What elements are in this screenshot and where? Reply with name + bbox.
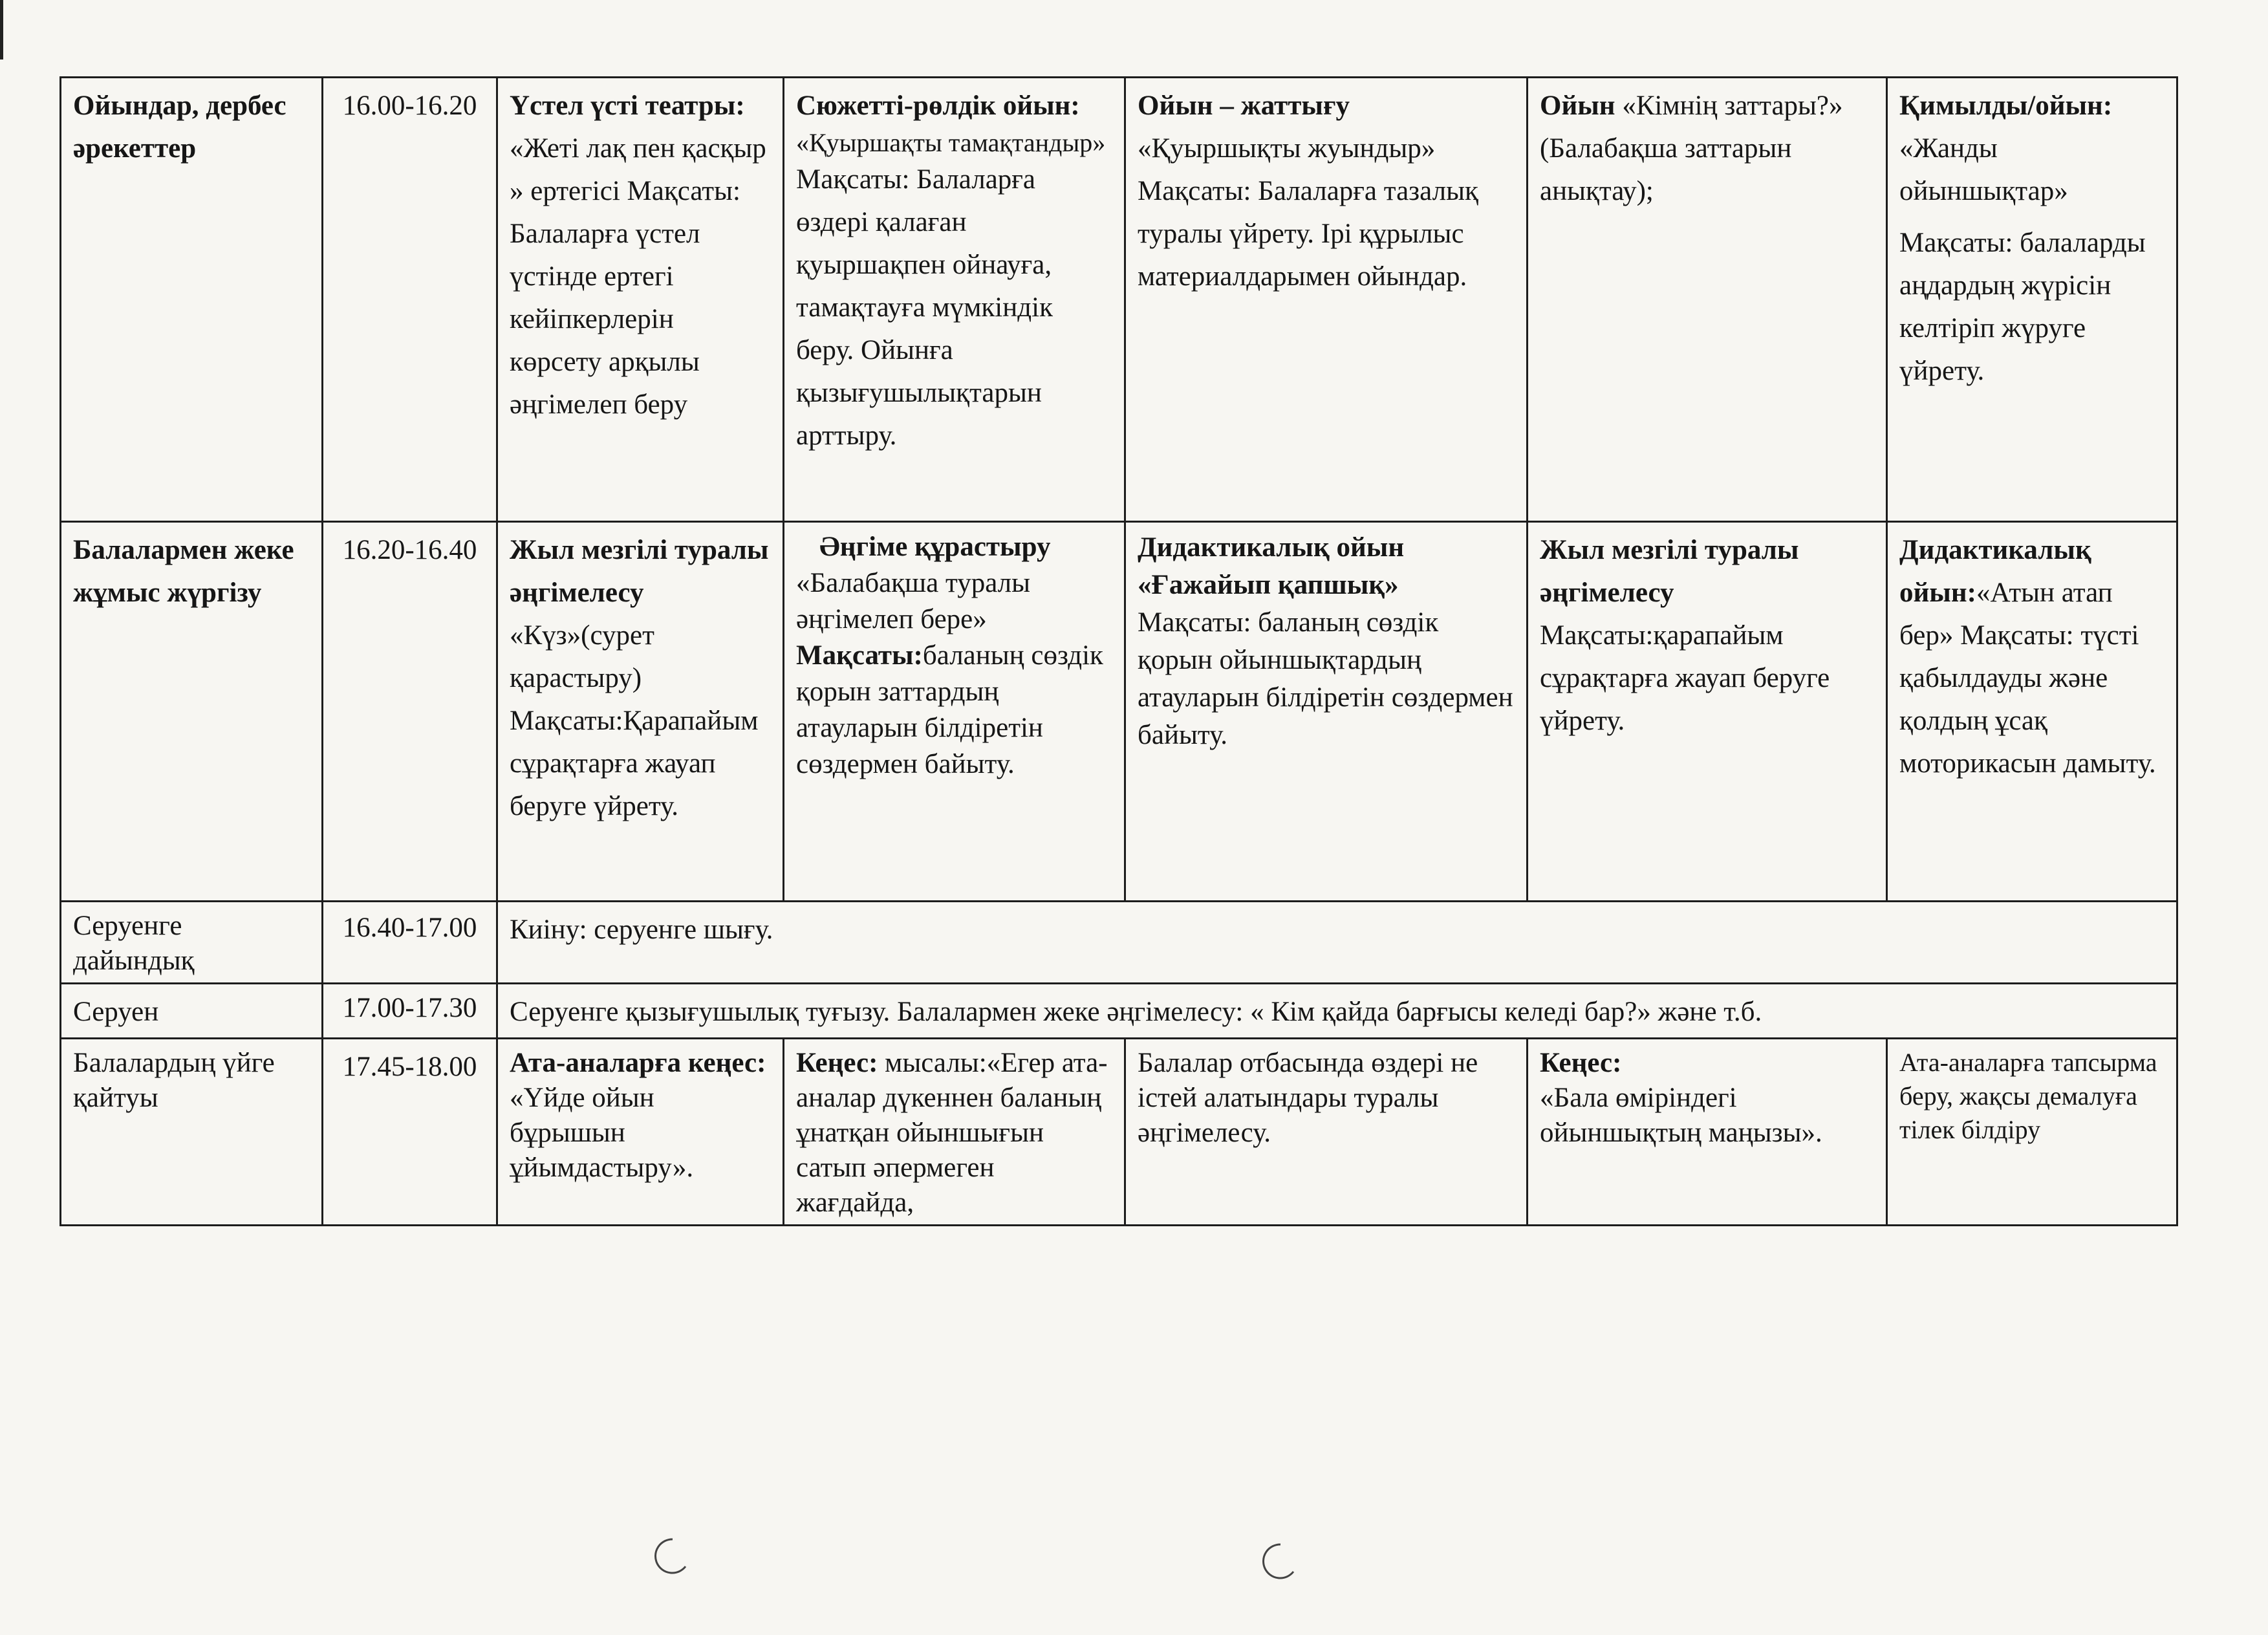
activity-title: Ата-аналарға кеңес:: [510, 1048, 766, 1078]
activity-title: Әңгіме құрастыру: [819, 532, 1051, 562]
goal-label: Мақсаты:: [796, 640, 923, 671]
activity-title: Дидактикалық ойын:: [1899, 535, 2091, 608]
time-label: 16.40-17.00: [342, 913, 477, 943]
activity-text: Мақсаты: баланың сөздік қорын ойыншықтардың атауларын білдіретін сөздермен байыту.: [1138, 607, 1513, 750]
activity-title: Жыл мезгілі туралы әңгімелесу: [1540, 535, 1799, 608]
regime-label: Серуен: [73, 997, 159, 1027]
punch-hole-mark-left: [656, 1539, 686, 1573]
time-label: 16.00-16.20: [342, 91, 477, 121]
activity-text: Балалар отбасында өздері не істей алатындары туралы әңгімелесу.: [1138, 1048, 1478, 1148]
time-label: 16.20-16.40: [342, 535, 477, 565]
activity-text: «Жанды ойыншықтар»: [1899, 133, 2068, 206]
activity-title: Ойын – жаттығу: [1138, 91, 1350, 121]
activity-text: Мақсаты:қарапайым сұрақтарға жауап беруге үйрету.: [1540, 620, 1830, 736]
regime-label: Балалардың үйге қайтуы: [73, 1048, 275, 1113]
activity-text: «Бала өміріндегі ойыншықтың маңызы».: [1540, 1083, 1822, 1148]
activity-title: Дидактикалық ойын «Ғажайып қапшық»: [1138, 532, 1405, 600]
activity-title: Жыл мезгілі туралы әңгімелесу: [510, 535, 769, 608]
activity-text: «Балабақша туралы әңгімелеп бере»: [796, 568, 1031, 634]
activity-title: Ойын: [1540, 91, 1615, 121]
activity-text: «Үйде ойын бұрышын ұйымдастыру».: [510, 1083, 694, 1183]
time-label: 17.45-18.00: [342, 1052, 477, 1082]
activity-text: «Жеті лақ пен қасқыр » ертегісі Мақсаты: Балаларға үстел үстінде ертегі кейіпкерлерін көрсету арқылы әңгімелеп беру: [510, 133, 766, 420]
regime-label: Ойындар, дербес әрекеттер: [73, 91, 286, 164]
time-label: 17.00-17.30: [342, 993, 477, 1023]
activity-subtitle: «Қуыршақты тамақтандыр»: [796, 128, 1106, 157]
activity-text: «Кімнің заттары?» (Балабақша заттарын анықтау);: [1540, 91, 1843, 206]
activity-title: Сюжетті-рөлдік ойын:: [796, 91, 1080, 121]
activity-goal: Мақсаты: балаларды аңдардың жүрісін келтіріп жүруге үйрету.: [1899, 228, 2146, 386]
activity-text: «Қуыршықты жуындыр» Мақсаты: Балаларға тазалық туралы үйрету. Ірі құрылыс материалдарымен ойындар.: [1138, 133, 1478, 292]
activity-text: Киіну: серуенге шығу.: [510, 915, 773, 945]
activity-text: мысалы:«Егер ата-аналар дүкеннен баланың ұнатқан ойыншығын сатып әпермеген жағдайда,: [796, 1048, 1108, 1218]
regime-label: Серуенге дайындық: [73, 911, 195, 976]
activity-title: Үстел үсті театры:: [510, 91, 745, 121]
activity-text: Ата-аналарға тапсырма беру, жақсы демалуға тілек білдіру: [1899, 1048, 2157, 1144]
activity-goal: баланың сөздік қорын заттардың атауларын білдіретін сөздермен байыту.: [796, 640, 1103, 779]
activity-text: «Күз»(сурет қарастыру) Мақсаты:Қарапайым сұрақтарға жауап беруге үйрету.: [510, 620, 759, 821]
regime-label: Балалармен жеке жұмыс жүргізу: [73, 535, 294, 608]
activity-text: «Атын атап бер» Мақсаты: түсті қабылдауды және қолдың ұсақ моторикасын дамыту.: [1899, 578, 2156, 779]
activity-title: Кеңес:: [796, 1048, 878, 1078]
punch-hole-mark-right: [1264, 1544, 1293, 1578]
activity-text: Серуенге қызығушылық туғызу. Балалармен жеке әңгімелесу: « Кім қайда барғысы келеді бар?» және т.б.: [510, 997, 1762, 1027]
activity-text: Мақсаты: Балаларға өздері қалаған қуыршақпен ойнауға, тамақтауға мүмкіндік беру. Ойынға қызығушылықтарын арттыру.: [796, 164, 1053, 451]
activity-title: Қимылды/ойын:: [1899, 91, 2113, 121]
activity-title: Кеңес:: [1540, 1048, 1622, 1078]
